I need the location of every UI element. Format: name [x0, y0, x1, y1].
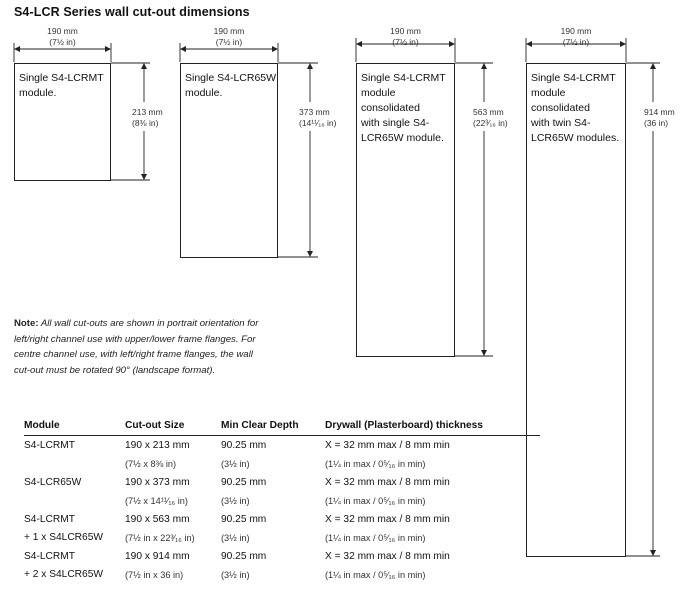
table-cell: (3½ in)	[221, 458, 250, 469]
label-line: module.	[19, 87, 57, 99]
table-row	[24, 492, 540, 511]
table-cell: (1¼ in max / 0⁵⁄₁₆ in min)	[325, 458, 426, 469]
height-mm: 563 mm	[473, 107, 504, 117]
table-row	[24, 473, 540, 492]
cutout-label-2	[185, 71, 276, 101]
label-line: LCR65W module.	[361, 132, 444, 144]
table-cell: 190 x 914 mm	[125, 550, 190, 562]
height-in: (8⅜ in)	[132, 118, 159, 128]
cutout-box-4	[526, 63, 626, 557]
height-in: (14¹¹⁄₁₆ in)	[299, 118, 337, 128]
width-in: (7½ in)	[392, 37, 419, 47]
table-cell: (3½ in)	[221, 495, 250, 506]
height-mm: 373 mm	[299, 107, 330, 117]
table-cell: X = 32 mm max / 8 mm min	[325, 439, 450, 451]
table-cell: 190 x 213 mm	[125, 439, 190, 451]
note-line: left/right channel use with upper/lower frame flanges. For	[14, 333, 256, 345]
cutout-box-2	[180, 63, 278, 258]
table-row	[24, 436, 540, 455]
width-dimension-4	[526, 26, 626, 48]
table-cell: (7½ in x 36 in)	[125, 569, 184, 580]
table-cell: 90.25 mm	[221, 513, 267, 525]
width-in: (7½ in)	[215, 37, 243, 47]
table-cell: S4-LCRMT	[24, 513, 75, 525]
cutout-box-3	[356, 63, 455, 357]
label-line: module.	[185, 87, 223, 99]
table-cell: (1¼ in max / 0⁵⁄₁₆ in min)	[325, 532, 426, 543]
header-module: Module	[24, 418, 125, 436]
label-line: Single S4-LCR65W	[185, 72, 277, 84]
table-cell: 90.25 mm	[221, 476, 267, 488]
height-dimension-3	[473, 107, 508, 129]
table-cell	[24, 492, 125, 511]
cutout-label-1	[19, 71, 104, 101]
label-line: with single S4-	[361, 117, 430, 129]
height-dimension-1	[132, 107, 163, 129]
cutout-spec-table	[24, 418, 540, 584]
table-cell: (7½ x 14¹¹⁄₁₆ in)	[125, 495, 188, 506]
table-row	[24, 547, 540, 566]
table-cell: X = 32 mm max / 8 mm min	[325, 476, 450, 488]
table-row	[24, 510, 540, 529]
table-cell: 190 x 373 mm	[125, 476, 190, 488]
cutout-box-1	[14, 63, 111, 181]
table-cell: (1¼ in max / 0⁵⁄₁₆ in min)	[325, 495, 426, 506]
cutout-label-3	[361, 71, 454, 146]
table-cell: (3½ in)	[221, 532, 250, 543]
table-cell: X = 32 mm max / 8 mm min	[325, 513, 450, 525]
height-mm: 914 mm	[644, 107, 675, 117]
label-line: LCR65W modules.	[531, 132, 620, 144]
table-cell: (1¼ in max / 0⁵⁄₁₆ in min)	[325, 569, 426, 580]
width-mm: 190 mm	[390, 26, 421, 36]
orientation-note	[14, 316, 304, 378]
width-dimension-2	[180, 26, 278, 48]
table-cell: + 1 x S4LCR65W	[24, 532, 103, 544]
table-cell: 190 x 563 mm	[125, 513, 190, 525]
table-cell: S4-LCRMT	[24, 550, 75, 562]
table-row	[24, 529, 540, 548]
table-row	[24, 455, 540, 474]
table-header-row	[24, 418, 540, 436]
label-line: Single S4-LCRMT	[19, 72, 104, 84]
table-cell	[24, 455, 125, 474]
width-dimension-3	[356, 26, 455, 48]
table-cell: S4-LCR65W	[24, 476, 82, 488]
width-in: (7½ in)	[562, 37, 590, 47]
header-drywall-thickness: Drywall (Plasterboard) thickness	[325, 418, 540, 436]
width-mm: 190 mm	[47, 26, 78, 36]
note-label: Note:	[14, 318, 39, 329]
height-in: (36 in)	[644, 118, 669, 128]
width-dimension-1	[14, 26, 111, 48]
header-cutout-size: Cut-out Size	[125, 418, 221, 436]
note-line: All wall cut-outs are shown in portrait orientation for	[38, 318, 259, 329]
header-min-clear-depth: Min Clear Depth	[221, 418, 325, 436]
table-cell: 90.25 mm	[221, 439, 267, 451]
width-mm: 190 mm	[560, 26, 592, 36]
label-line: with twin S4-	[531, 117, 591, 129]
note-line: cut-out must be rotated 90° (landscape format).	[14, 364, 216, 376]
table-cell: (7½ in x 22³⁄₁₆ in)	[125, 532, 195, 543]
label-line: module consolidated	[361, 87, 420, 114]
width-in: (7½ in)	[49, 37, 76, 47]
table-cell: 90.25 mm	[221, 550, 267, 562]
height-dimension-4	[644, 107, 675, 129]
label-line: Single S4-LCRMT	[531, 72, 616, 84]
height-in: (22³⁄₁₆ in)	[473, 118, 508, 128]
label-line: Single S4-LCRMT	[361, 72, 446, 84]
height-mm: 213 mm	[132, 107, 163, 117]
table-cell: (7½ x 8⅜ in)	[125, 458, 177, 469]
table-cell: X = 32 mm max / 8 mm min	[325, 550, 450, 562]
table-cell: (3½ in)	[221, 569, 250, 580]
note-line: centre channel use, with left/right frame flanges, the wall	[14, 349, 253, 360]
table-row	[24, 566, 540, 585]
label-line: module consolidated	[531, 87, 590, 114]
width-mm: 190 mm	[213, 26, 245, 36]
height-dimension-2	[299, 107, 336, 129]
table-cell: + 2 x S4LCR65W	[24, 569, 103, 581]
cutout-label-4	[531, 71, 625, 146]
table-cell: S4-LCRMT	[24, 439, 75, 451]
page-title: S4-LCR Series wall cut-out dimensions	[14, 5, 250, 19]
